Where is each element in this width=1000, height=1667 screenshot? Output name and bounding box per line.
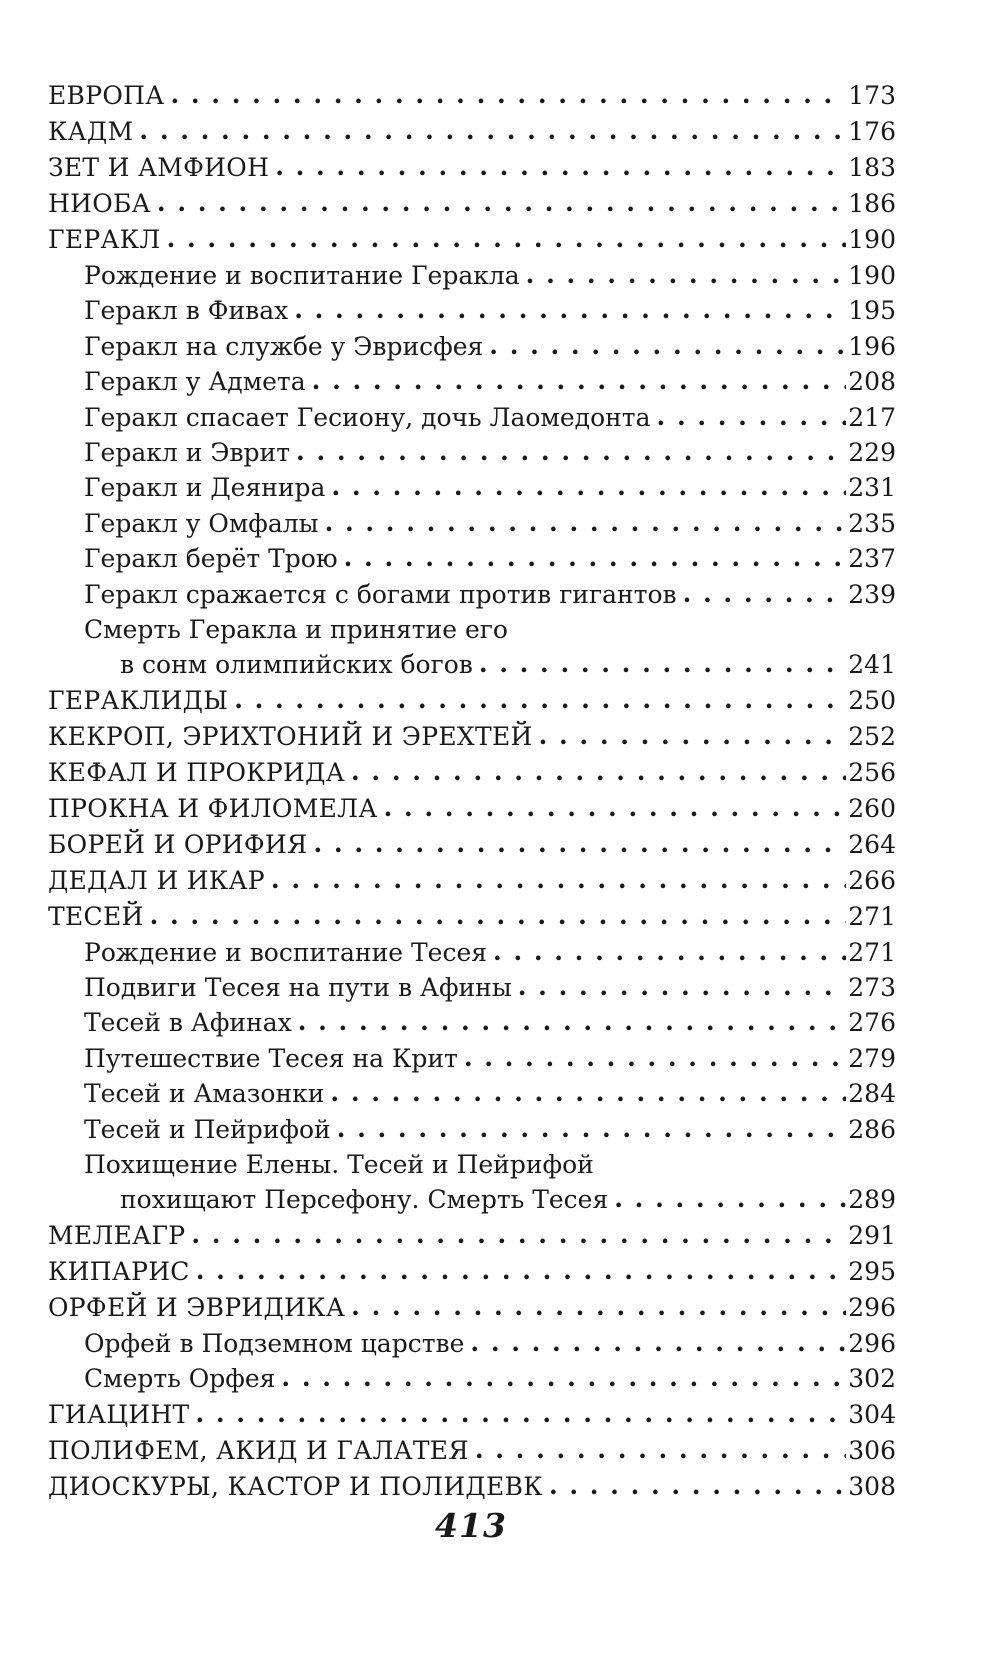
toc-dot-leader bbox=[150, 898, 847, 934]
toc-entry-page: 271 bbox=[848, 901, 896, 931]
toc-subsection-entry[interactable] bbox=[48, 364, 896, 399]
toc-subsection-entry[interactable] bbox=[48, 470, 896, 505]
toc-dot-leader bbox=[549, 1468, 846, 1504]
toc-dot-leader bbox=[657, 399, 847, 434]
toc-entry-title-line: Похищение Елены. Тесей и Пейрифой bbox=[84, 1150, 594, 1180]
toc-dot-leader bbox=[330, 1075, 846, 1110]
toc-entry-title: Геракл спасает Гесиону, дочь Лаомедонта bbox=[84, 402, 651, 432]
toc-dot-leader bbox=[539, 718, 847, 754]
toc-dot-leader bbox=[489, 328, 846, 363]
toc-entry-page: 273 bbox=[848, 973, 896, 1003]
toc-entry-title: ТЕСЕЙ bbox=[48, 901, 144, 931]
toc-entry-title: Геракл у Адмета bbox=[84, 367, 306, 397]
toc-entry-page: 304 bbox=[848, 1399, 896, 1429]
toc-entry-title: Орфей в Подземном царстве bbox=[84, 1328, 465, 1358]
toc-entry-title: Геракл сражается с богами против гигантов bbox=[84, 579, 677, 609]
toc-entry-title: Геракл в Фивах bbox=[84, 296, 289, 326]
page-number: 413 bbox=[435, 1506, 507, 1545]
toc-chapter-entry[interactable] bbox=[48, 791, 896, 827]
toc-chapter-entry[interactable] bbox=[48, 863, 896, 899]
toc-entry-title: Геракл у Омфалы bbox=[84, 508, 319, 538]
toc-dot-leader bbox=[470, 1325, 846, 1360]
toc-entry-title: КИПАРИС bbox=[48, 1256, 190, 1286]
toc-chapter-entry[interactable] bbox=[48, 899, 896, 935]
toc-entry-title: Путешествие Тесея на Крит bbox=[84, 1043, 458, 1073]
toc-dot-leader bbox=[351, 1289, 846, 1325]
toc-entry-page: 256 bbox=[848, 757, 896, 787]
toc-subsection-entry[interactable] bbox=[48, 506, 896, 541]
toc-entry-page: 183 bbox=[848, 153, 896, 182]
toc-entry-title: ГЕРАКЛ bbox=[48, 225, 161, 254]
toc-entry-page: 279 bbox=[848, 1043, 896, 1073]
toc-dot-leader bbox=[518, 969, 847, 1004]
toc-entry-title: ЕВРОПА bbox=[48, 81, 165, 110]
table-of-contents bbox=[48, 78, 896, 1505]
toc-entry-title: Геракл берёт Трою bbox=[84, 544, 338, 574]
toc-chapter-entry[interactable] bbox=[48, 222, 896, 258]
toc-chapter-entry[interactable] bbox=[48, 1290, 896, 1326]
toc-entry-page: 266 bbox=[848, 865, 896, 895]
toc-dot-leader bbox=[191, 1217, 846, 1253]
toc-chapter-entry[interactable] bbox=[48, 1469, 896, 1505]
toc-chapter-entry[interactable] bbox=[48, 1397, 896, 1433]
toc-entry-title: Рождение и воспитание Тесея bbox=[84, 937, 488, 967]
toc-entry-page: 260 bbox=[848, 793, 896, 823]
toc-dot-leader bbox=[195, 1396, 846, 1432]
toc-entry-title: ГЕРАКЛИДЫ bbox=[48, 685, 229, 715]
toc-chapter-entry[interactable] bbox=[48, 827, 896, 863]
toc-entry-title: ДЕДАЛ И ИКАР bbox=[48, 865, 265, 895]
toc-dot-leader bbox=[479, 646, 846, 681]
toc-subsection-entry[interactable] bbox=[48, 435, 896, 470]
toc-entry-page: 231 bbox=[848, 473, 896, 503]
toc-dot-leader bbox=[331, 469, 846, 504]
toc-dot-leader bbox=[312, 363, 847, 398]
toc-dot-leader bbox=[196, 1253, 847, 1289]
toc-chapter-entry[interactable] bbox=[48, 150, 896, 186]
toc-entry-page: 196 bbox=[848, 331, 896, 361]
toc-entry-title: МЕЛЕАГР bbox=[48, 1220, 186, 1250]
toc-entry-page: 173 bbox=[848, 81, 896, 110]
toc-entry-page: 241 bbox=[848, 650, 896, 680]
toc-entry-page: 276 bbox=[848, 1008, 896, 1038]
toc-entry-title: Подвиги Тесея на пути в Афины bbox=[84, 973, 512, 1003]
toc-entry-page: 237 bbox=[848, 544, 896, 574]
toc-entry-title: БОРЕЙ И ОРИФИЯ bbox=[48, 829, 308, 859]
toc-entry-page: 289 bbox=[848, 1185, 896, 1215]
toc-entry-page: 306 bbox=[848, 1435, 896, 1465]
toc-subsection-entry[interactable] bbox=[48, 577, 896, 612]
toc-entry-title: Тесей и Пейрифой bbox=[84, 1114, 331, 1144]
toc-dot-leader bbox=[157, 185, 846, 221]
toc-entry-page: 217 bbox=[848, 402, 896, 432]
toc-dot-leader bbox=[296, 434, 846, 469]
toc-entry-page: 190 bbox=[848, 225, 896, 254]
toc-entry-page: 239 bbox=[848, 579, 896, 609]
toc-dot-leader bbox=[275, 149, 846, 185]
toc-entry-title-line: Смерть Геракла и принятие его bbox=[84, 614, 508, 644]
toc-subsection-entry[interactable] bbox=[48, 1076, 896, 1111]
toc-chapter-entry[interactable] bbox=[48, 719, 896, 755]
toc-subsection-entry[interactable] bbox=[48, 1005, 896, 1040]
toc-dot-leader bbox=[167, 221, 847, 257]
toc-entry-title: в сонм олимпийских богов bbox=[120, 650, 473, 680]
toc-entry-title: Рождение и воспитание Геракла bbox=[84, 261, 520, 290]
toc-entry-page: 235 bbox=[848, 508, 896, 538]
toc-entry-title: КЕФАЛ И ПРОКРИДА bbox=[48, 757, 345, 787]
toc-entry-title: Геракл на службе у Эврисфея bbox=[84, 331, 484, 361]
toc-entry-page: 308 bbox=[848, 1471, 896, 1501]
toc-subsection-entry[interactable] bbox=[48, 935, 896, 970]
toc-chapter-entry[interactable] bbox=[48, 755, 896, 791]
toc-subsection-entry[interactable] bbox=[48, 1182, 896, 1217]
toc-dot-leader bbox=[683, 576, 847, 611]
toc-chapter-entry[interactable] bbox=[48, 186, 896, 222]
toc-entry-title: Тесей в Афинах bbox=[84, 1008, 292, 1038]
toc-entry-page: 252 bbox=[848, 721, 896, 751]
toc-subsection-entry[interactable] bbox=[48, 541, 896, 576]
toc-entry-title: ПОЛИФЕМ, АКИД И ГАЛАТЕЯ bbox=[48, 1435, 469, 1465]
toc-entry-page: 264 bbox=[848, 829, 896, 859]
toc-entry-page: 296 bbox=[848, 1328, 896, 1358]
toc-entry-title: ЗЕТ И АМФИОН bbox=[48, 153, 270, 182]
toc-dot-leader bbox=[464, 1040, 846, 1075]
toc-entry-page: 286 bbox=[848, 1114, 896, 1144]
toc-entry-page: 302 bbox=[848, 1364, 896, 1394]
toc-dot-leader bbox=[351, 754, 846, 790]
toc-entry-page: 186 bbox=[848, 189, 896, 218]
toc-dot-leader bbox=[281, 1360, 846, 1395]
toc-dot-leader bbox=[314, 826, 847, 862]
toc-entry-page: 176 bbox=[848, 117, 896, 146]
toc-dot-leader bbox=[234, 682, 846, 718]
toc-entry-page: 295 bbox=[848, 1256, 896, 1286]
toc-entry-page: 284 bbox=[848, 1079, 896, 1109]
toc-dot-leader bbox=[139, 113, 846, 149]
toc-entry-title: НИОБА bbox=[48, 189, 151, 218]
toc-dot-leader bbox=[614, 1181, 846, 1216]
toc-dot-leader bbox=[384, 790, 847, 826]
toc-entry-page: 291 bbox=[848, 1220, 896, 1250]
toc-dot-leader bbox=[526, 257, 847, 292]
toc-entry-title: Геракл и Эврит bbox=[84, 437, 291, 467]
toc-dot-leader bbox=[493, 934, 846, 969]
toc-entry-title: ГИАЦИНТ bbox=[48, 1399, 190, 1429]
toc-chapter-entry[interactable] bbox=[48, 1218, 896, 1254]
toc-entry-title: ДИОСКУРЫ, КАСТОР И ПОЛИДЕВК bbox=[48, 1471, 543, 1501]
toc-chapter-entry[interactable] bbox=[48, 78, 896, 114]
toc-entry-title: Геракл и Деянира bbox=[84, 473, 326, 503]
toc-subsection-entry[interactable] bbox=[48, 647, 896, 682]
toc-subsection-entry[interactable] bbox=[48, 1361, 896, 1396]
toc-entry-page: 229 bbox=[848, 437, 896, 467]
toc-dot-leader bbox=[475, 1432, 846, 1468]
toc-entry-page: 195 bbox=[848, 296, 896, 326]
toc-entry-title: Тесей и Амазонки bbox=[84, 1079, 325, 1109]
toc-subsection-entry[interactable] bbox=[48, 258, 896, 293]
toc-chapter-entry[interactable] bbox=[48, 1433, 896, 1469]
toc-dot-leader bbox=[298, 1004, 847, 1039]
toc-dot-leader bbox=[271, 862, 846, 898]
toc-entry-title: похищают Персефону. Смерть Тесея bbox=[120, 1185, 609, 1215]
toc-entry-title: Смерть Орфея bbox=[84, 1364, 276, 1394]
toc-entry-page: 296 bbox=[848, 1292, 896, 1322]
toc-entry-page: 271 bbox=[848, 937, 896, 967]
toc-entry-title: КЕКРОП, ЭРИХТОНИЙ И ЭРЕХТЕЙ bbox=[48, 721, 533, 751]
toc-chapter-entry[interactable] bbox=[48, 1254, 896, 1290]
toc-subsection-entry[interactable] bbox=[48, 970, 896, 1005]
toc-entry-title: ПРОКНА И ФИЛОМЕЛА bbox=[48, 793, 378, 823]
toc-dot-leader bbox=[325, 505, 847, 540]
toc-entry-page: 190 bbox=[848, 261, 896, 290]
toc-dot-leader bbox=[337, 1111, 847, 1146]
toc-entry-title: ОРФЕЙ И ЭВРИДИКА bbox=[48, 1292, 346, 1322]
toc-subsection-entry[interactable] bbox=[48, 1112, 896, 1147]
toc-entry-page: 250 bbox=[848, 685, 896, 715]
toc-dot-leader bbox=[344, 540, 847, 575]
toc-dot-leader bbox=[294, 292, 846, 327]
toc-entry-page: 208 bbox=[848, 367, 896, 397]
toc-subsection-entry[interactable] bbox=[48, 293, 896, 328]
toc-subsection-entry[interactable] bbox=[48, 1041, 896, 1076]
toc-entry-title: КАДМ bbox=[48, 117, 134, 146]
toc-subsection-entry[interactable] bbox=[48, 400, 896, 435]
toc-dot-leader bbox=[170, 77, 846, 113]
toc-chapter-entry[interactable] bbox=[48, 683, 896, 719]
toc-chapter-entry[interactable] bbox=[48, 114, 896, 150]
toc-subsection-entry[interactable] bbox=[48, 329, 896, 364]
toc-subsection-entry[interactable] bbox=[48, 1326, 896, 1361]
